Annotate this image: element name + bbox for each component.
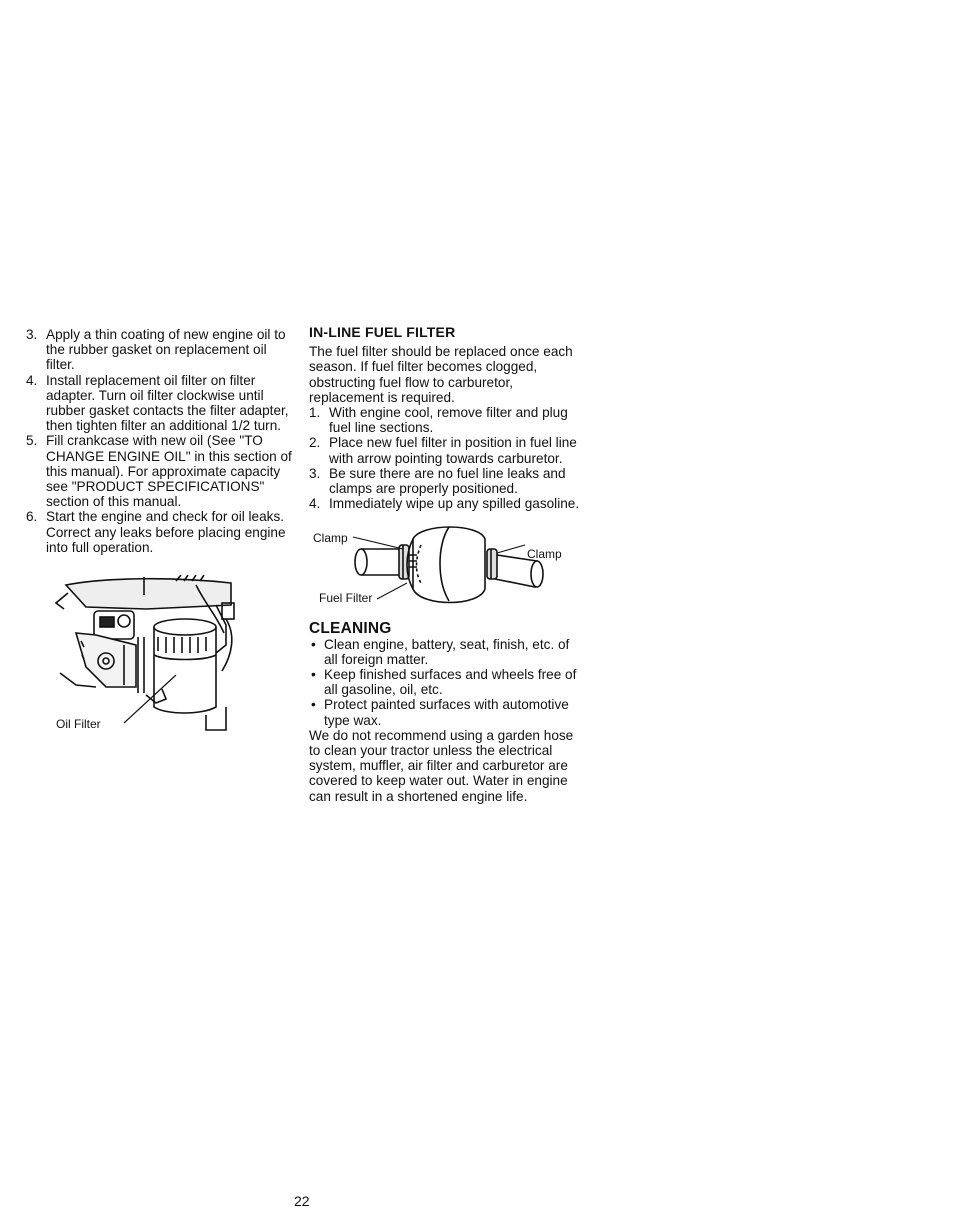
- step-number: 3.: [26, 327, 38, 342]
- list-item: • Protect painted surfaces with automotive type wax.: [311, 697, 569, 728]
- cleaning-heading: CLEANING: [309, 620, 392, 638]
- step-number: 3.: [309, 465, 321, 481]
- list-item: [309, 466, 581, 496]
- step-text: Start the engine and check for oil leaks. Correct any leaks before placing engine into full operation.: [46, 509, 286, 555]
- oil-filter-figure: [26, 575, 276, 735]
- list-item: [309, 405, 581, 435]
- step-number: 6.: [26, 509, 38, 525]
- step-text: Fill crankcase with new oil (See "TO CHANGE ENGINE OIL" in this section of this manual). For approximate capacity see "PRODUCT SPECIFICATIONS" section of this manual.: [46, 433, 292, 510]
- step-number: 1.: [309, 405, 321, 421]
- step-text: With engine cool, remove filter and plug fuel line sections.: [329, 405, 568, 436]
- list-item: [26, 373, 292, 434]
- cleaning-paragraph: We do not recommend using a garden hose to clean your tractor unless the electrical system, muffler, air filter and carburetor are covered to keep water out. Water in engine can result in a shortened engine life.: [309, 727, 574, 804]
- list-item: • Clean engine, battery, seat, finish, etc. of all foreign matter.: [311, 636, 570, 667]
- list-item: • Keep finished surfaces and wheels free of all gasoline, oil, etc.: [311, 667, 577, 698]
- bullet-text: Protect painted surfaces with automotive type wax.: [324, 697, 569, 728]
- bullet-text: Clean engine, battery, seat, finish, etc. of all foreign matter.: [324, 636, 570, 667]
- fuel-filter-figure: [309, 525, 579, 615]
- cleaning-bullets: [309, 637, 581, 728]
- step-text: Immediately wipe up any spilled gasoline.: [329, 496, 580, 512]
- left-column: [26, 327, 292, 735]
- step-text: Be sure there are no fuel line leaks and clamps are properly positioned.: [329, 465, 566, 497]
- step-number: 4.: [309, 496, 321, 512]
- oil-filter-illustration: [26, 575, 276, 735]
- oil-filter-steps: [26, 327, 292, 555]
- list-item: [309, 496, 581, 511]
- fuel-filter-steps: [309, 405, 581, 511]
- oil-filter-label: Oil Filter: [56, 717, 101, 732]
- fuel-filter-heading: IN-LINE FUEL FILTER: [309, 324, 456, 340]
- right-column: [309, 325, 581, 804]
- clamp-right-label: Clamp: [527, 547, 562, 562]
- bullet-text: Keep finished surfaces and wheels free of all gasoline, oil, etc.: [324, 667, 577, 698]
- clamp-left-label: Clamp: [313, 531, 348, 546]
- step-text: Apply a thin coating of new engine oil to the rubber gasket on replacement oil filter.: [46, 327, 286, 373]
- list-item: [309, 435, 581, 465]
- page-number: 22: [294, 1193, 310, 1209]
- step-number: 2.: [309, 435, 321, 451]
- step-text: Place new fuel filter in position in fuel line with arrow pointing towards carburetor.: [329, 435, 577, 466]
- fuel-filter-intro: The fuel filter should be replaced once each season. If fuel filter becomes clogged, obstructing fuel flow to carburetor, replacement is required.: [309, 344, 573, 405]
- step-number: 5.: [26, 433, 38, 449]
- list-item: [26, 433, 292, 509]
- list-item: [26, 509, 292, 555]
- list-item: [26, 327, 292, 373]
- step-number: 4.: [26, 372, 38, 388]
- fuel-filter-label: Fuel Filter: [319, 591, 373, 606]
- step-text: Install replacement oil filter on filter adapter. Turn oil filter clockwise until rubber gasket contacts the filter adapter, then tighten filter an additional 1/2 turn.: [46, 372, 289, 434]
